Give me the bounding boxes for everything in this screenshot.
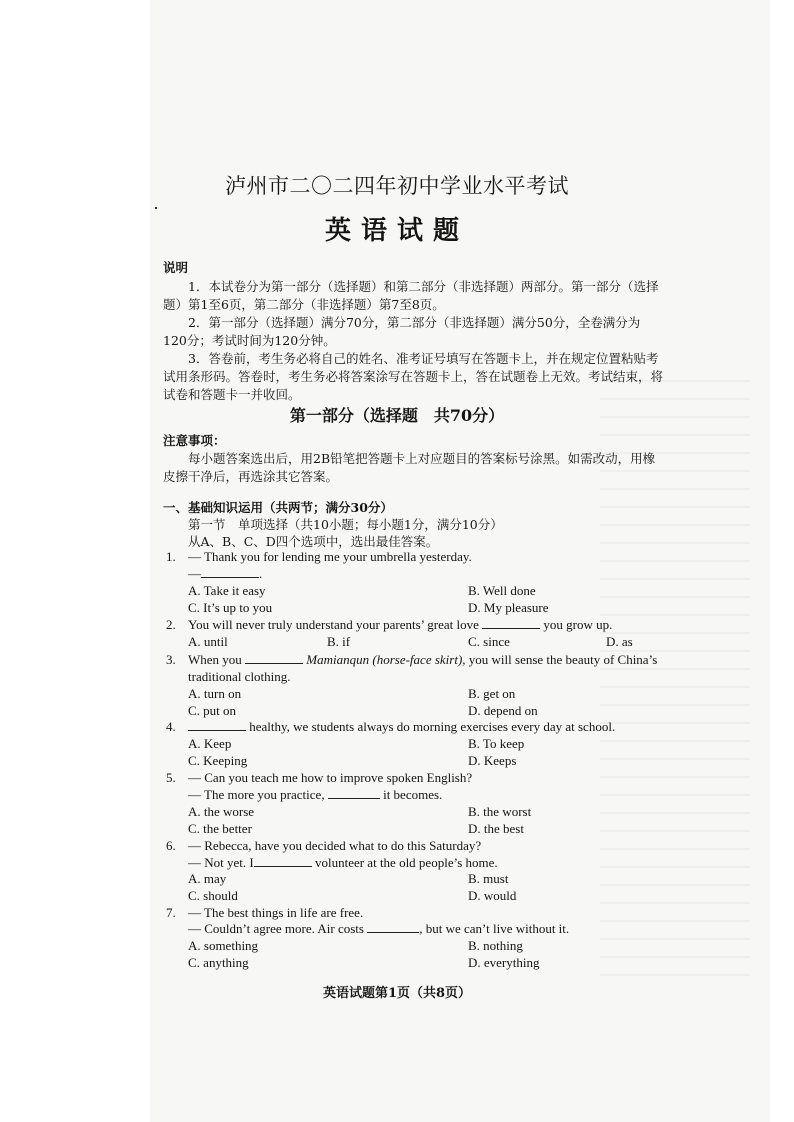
notice-heading: 注意事项：	[163, 433, 226, 448]
q1-option-b: B. Well done	[468, 583, 536, 598]
q7-option-c: C. anything	[188, 955, 249, 970]
notice-line-a: 每小题答案选出后，用2B铅笔把答题卡上对应题目的答案标号涂黑。如需改动，用橡	[188, 451, 656, 466]
q2-stem: You will never truly understand your parents’ great love you grow up.	[188, 617, 613, 632]
q4-option-d: D. Keeps	[468, 753, 517, 768]
section1-heading: 一、基础知识运用（共两节；满分30分）	[163, 500, 393, 515]
q4-blank	[188, 719, 246, 731]
instruction-3b: 试用条形码。答卷时，考生务必将答案涂写在答题卡上，答在试题卷上无效。考试结束，将	[163, 369, 664, 384]
part1-title: 第一部分（选择题 共70分）	[289, 406, 505, 425]
q3-option-a: A. turn on	[188, 686, 242, 701]
q6-option-d: D. would	[468, 888, 517, 903]
instruction-3c: 试卷和答题卡一并收回。	[163, 387, 301, 402]
instruction-3a: 3．答卷前，考生务必将自己的姓名、准考证号填写在答题卡上，并在规定位置粘贴考	[188, 351, 659, 366]
q7-stem-a: — The best things in life are free.	[188, 905, 364, 920]
q2-option-d: D. as	[606, 634, 633, 649]
q5-stem-a: — Can you teach me how to improve spoken English?	[188, 770, 473, 785]
q7-option-d: D. everything	[468, 955, 540, 970]
q3-option-b: B. get on	[468, 686, 516, 701]
page-footer: 英语试题第1页（共8页）	[322, 986, 472, 1001]
instructions-heading: 说明	[163, 260, 189, 275]
q5-option-d: D. the best	[468, 821, 524, 836]
notice-line-b: 皮擦干净后，再选涂其它答案。	[163, 469, 339, 484]
q3-option-d: D. depend on	[468, 703, 538, 718]
q6-option-b: B. must	[468, 871, 509, 886]
instruction-2a: 2．第一部分（选择题）满分70分，第二部分（非选择题）满分50分，全卷满分为	[188, 315, 641, 330]
q5-blank	[328, 787, 380, 799]
q4-number: 4.	[166, 719, 176, 734]
q6-stem-a: — Rebecca, have you decided what to do this Saturday?	[188, 838, 482, 853]
subject-title: 英语试题	[324, 216, 469, 246]
q4-stem: healthy, we students always do morning exercises every day at school.	[188, 719, 615, 735]
q1-option-c: C. It’s up to you	[188, 600, 273, 615]
q5-option-a: A. the worse	[188, 804, 255, 819]
q3-stem: When you Mamianqun (horse-face skirt), you will sense the beauty of China’s	[188, 652, 658, 667]
q2-option-b: B. if	[327, 634, 351, 649]
q3-number: 3.	[166, 652, 176, 667]
q2-number: 2.	[166, 617, 176, 632]
q3-stem-b: traditional clothing.	[188, 669, 291, 684]
q6-number: 6.	[166, 838, 176, 853]
q7-blank	[367, 921, 419, 933]
q3-option-c: C. put on	[188, 703, 237, 718]
scan-speck	[155, 207, 157, 209]
q1-number: 1.	[166, 549, 176, 564]
q7-option-b: B. nothing	[468, 938, 523, 953]
instruction-2b: 120分；考试时间为120分钟。	[163, 333, 336, 348]
q5-number: 5.	[166, 770, 176, 785]
instruction-1a: 1．本试卷分为第一部分（选择题）和第二部分（非选择题）两部分。第一部分（选择	[188, 279, 659, 294]
q4-option-a: A. Keep	[188, 736, 232, 751]
q2-option-c: C. since	[468, 634, 510, 649]
q4-option-b: B. To keep	[468, 736, 525, 751]
q6-blank	[254, 855, 312, 867]
q1-stem-b: — .	[188, 566, 263, 581]
q2-option-a: A. until	[188, 634, 228, 649]
q1-option-a: A. Take it easy	[188, 583, 266, 598]
q2-blank	[482, 617, 540, 629]
q1-stem-a: — Thank you for lending me your umbrella yesterday.	[188, 549, 472, 564]
q6-option-a: A. may	[188, 871, 227, 886]
q1-option-d: D. My pleasure	[468, 600, 549, 615]
bleed-through-texture	[600, 380, 750, 980]
subsection1-heading: 第一节 单项选择（共10小题；每小题1分，满分10分）	[188, 517, 503, 532]
q7-option-a: A. something	[188, 938, 259, 953]
instruction-1b: 题）第1至6页，第二部分（非选择题）第7至8页。	[163, 297, 445, 312]
q4-option-c: C. Keeping	[188, 753, 248, 768]
q5-stem-b: — The more you practice, it becomes.	[188, 787, 443, 802]
q6-stem-b: — Not yet. I volunteer at the old people’s home.	[188, 855, 498, 870]
q7-number: 7.	[166, 905, 176, 920]
q5-option-b: B. the worst	[468, 804, 532, 819]
q6-option-c: C. should	[188, 888, 238, 903]
q3-blank	[245, 652, 303, 664]
direction-text: 从A、B、C、D四个选项中，选出最佳答案。	[188, 534, 439, 549]
q5-option-c: C. the better	[188, 821, 252, 836]
q1-blank	[201, 566, 259, 578]
exam-title: 泸州市二〇二四年初中学业水平考试	[225, 174, 569, 198]
q7-stem-b: — Couldn’t agree more. Air costs , but we can’t live without it.	[188, 921, 570, 936]
